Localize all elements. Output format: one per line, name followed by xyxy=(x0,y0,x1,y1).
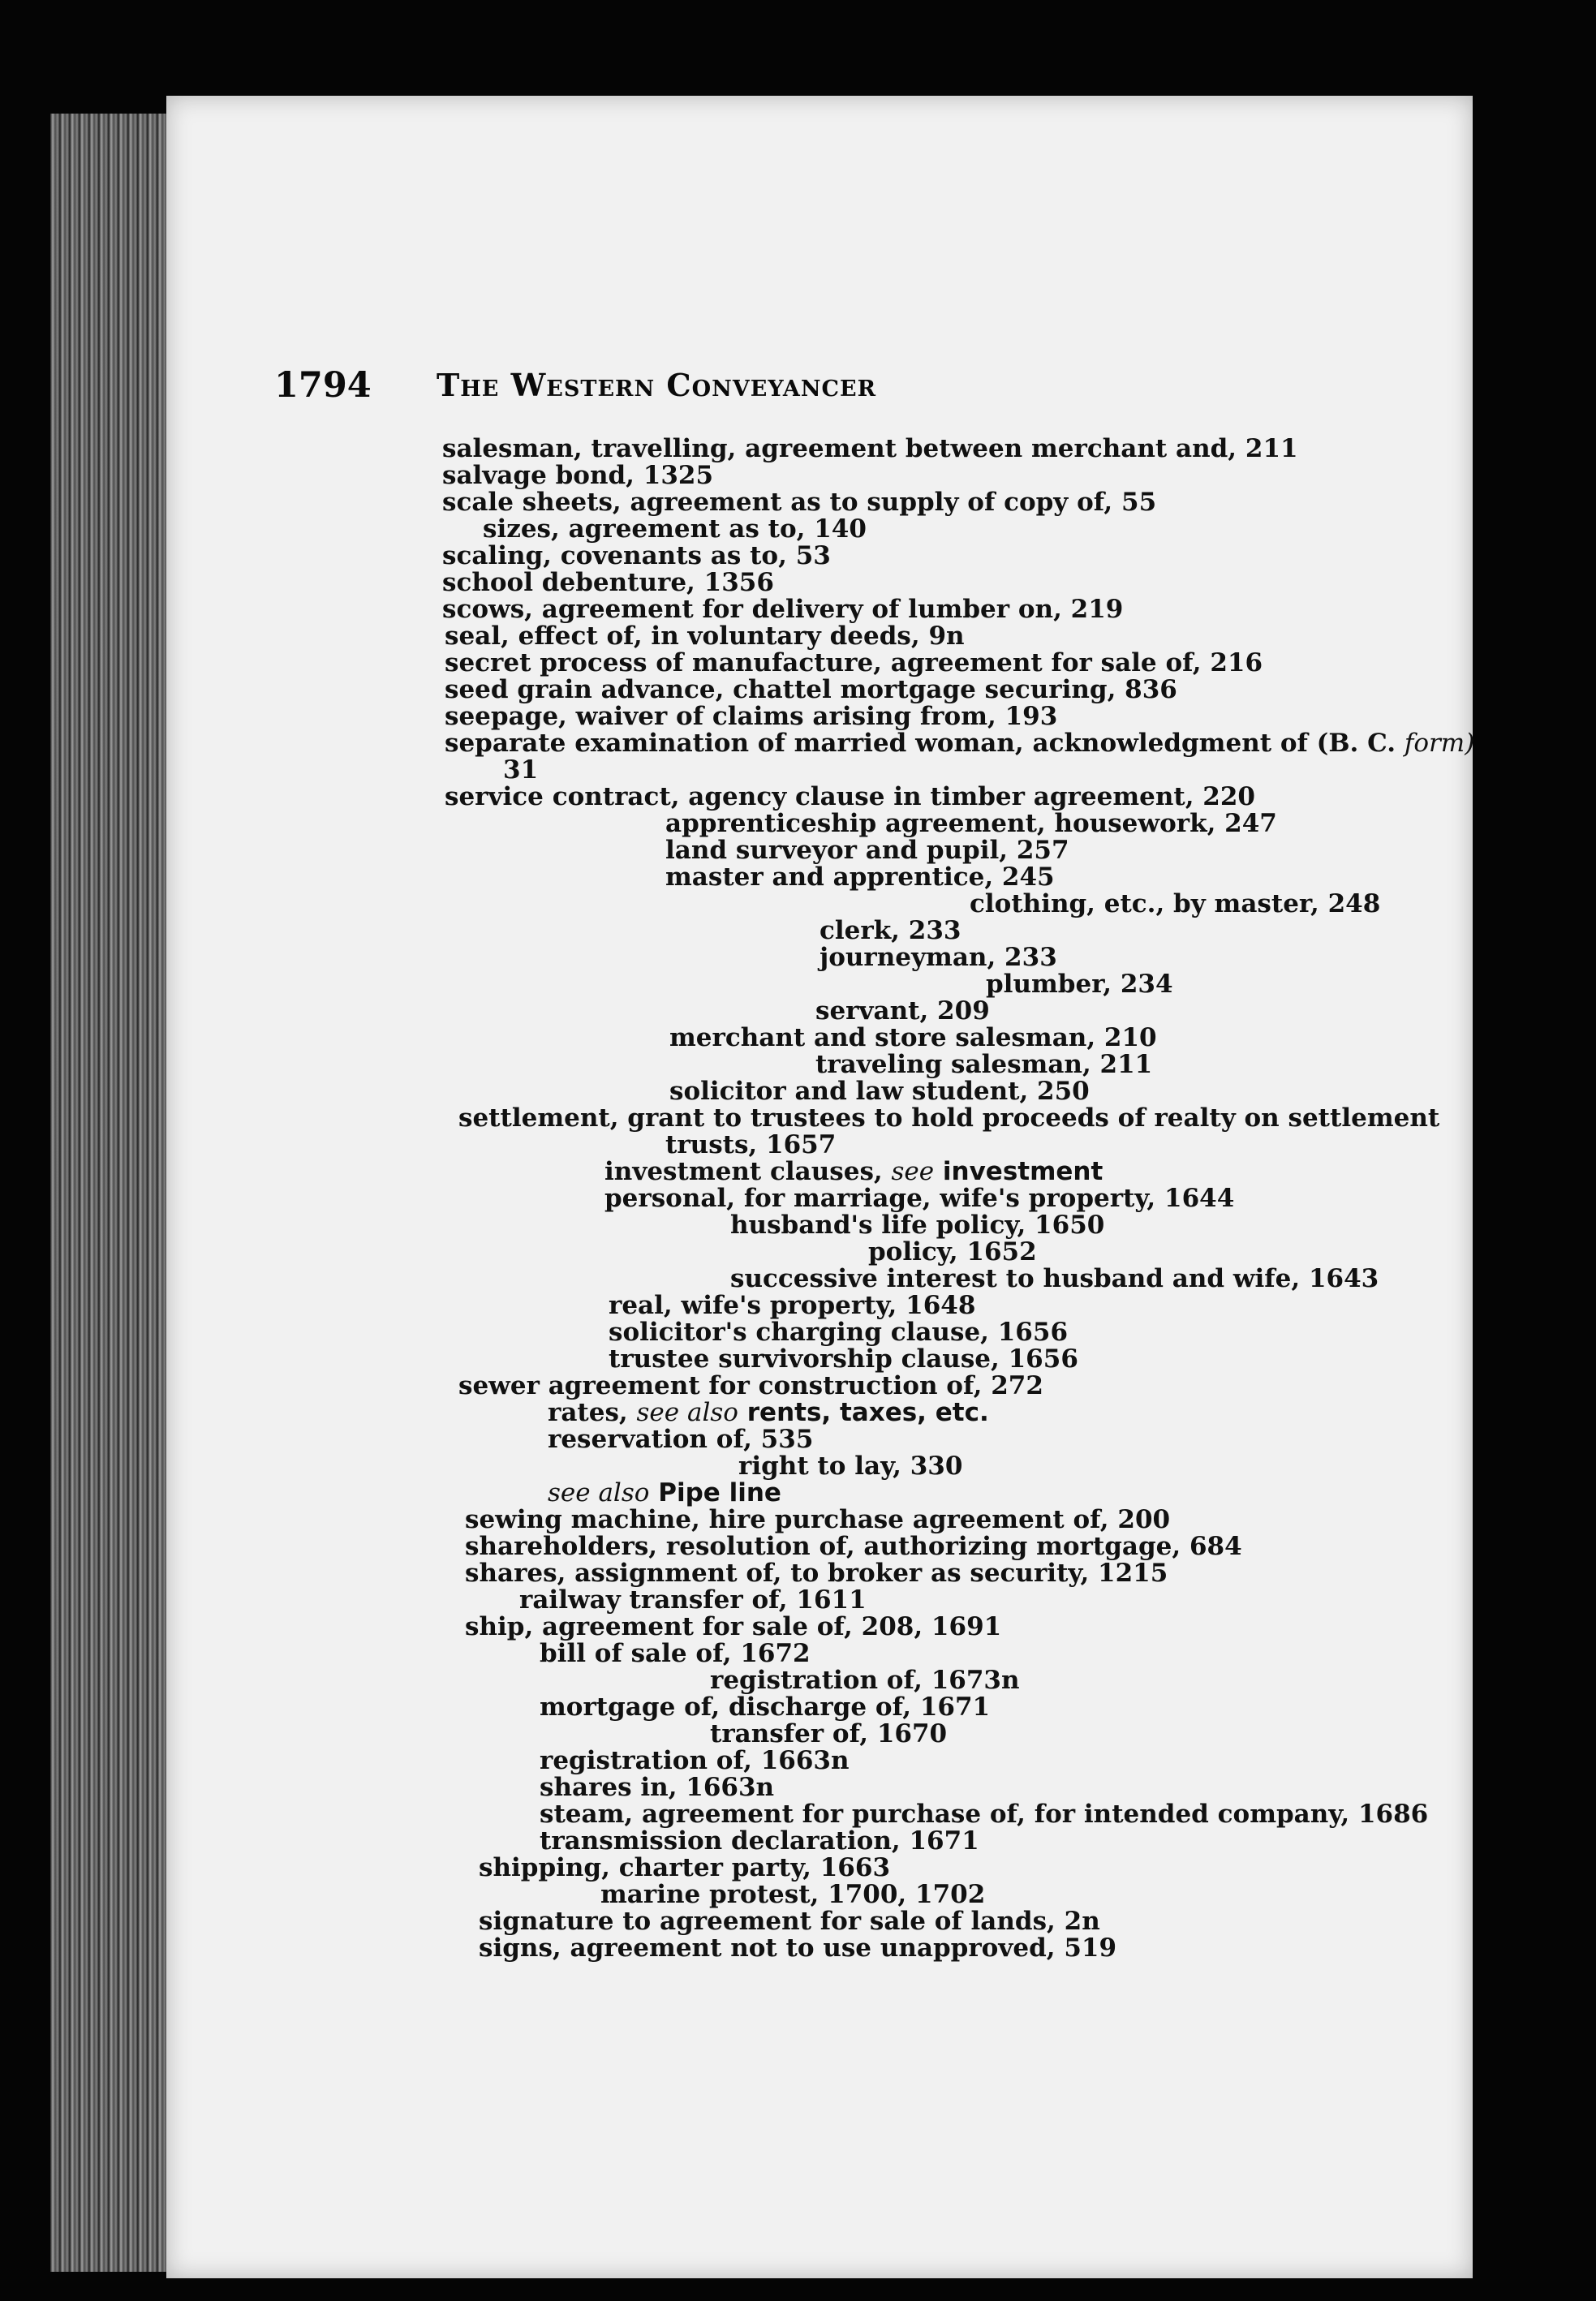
entry-text: right to lay, 330 xyxy=(738,1452,963,1481)
running-title: The Western Conveyancer xyxy=(437,367,877,403)
index-entry xyxy=(442,541,831,570)
index-entry xyxy=(445,648,1263,677)
entry-text: clerk, 233 xyxy=(820,916,961,945)
entry-text: traveling salesman, 211 xyxy=(815,1050,1153,1079)
entry-text: marine protest, 1700, 1702 xyxy=(600,1880,986,1909)
index-entry xyxy=(479,1933,1116,1963)
entry-text: 31 xyxy=(503,755,539,785)
see-also-label: see also xyxy=(548,1478,650,1507)
index-entry xyxy=(445,729,1474,758)
index-entry xyxy=(483,514,867,544)
entry-text: ship, agreement for sale of, 208, 1691 xyxy=(465,1612,1002,1641)
index-entry xyxy=(710,1719,947,1748)
index-entry xyxy=(465,1612,1001,1641)
entry-text: steam, agreement for purchase of, for intended company, 1686 xyxy=(540,1800,1429,1829)
entry-text: seepage, waiver of claims arising from, 193 xyxy=(445,702,1058,731)
index-entry xyxy=(445,782,1255,811)
entry-text: school debenture, 1356 xyxy=(442,568,774,597)
entry-text: salesman, travelling, agreement between merchant and, 211 xyxy=(442,434,1298,463)
entry-text: reservation of, 535 xyxy=(548,1425,814,1454)
index-entry xyxy=(540,1746,850,1775)
entry-text: plumber, 234 xyxy=(986,970,1173,999)
entry-text: merchant and store salesman, 210 xyxy=(669,1023,1157,1052)
entry-text: sewing machine, hire purchase agreement of, 200 xyxy=(465,1505,1171,1534)
index-entry xyxy=(442,595,1123,624)
cross-reference: investment xyxy=(942,1157,1103,1186)
entry-text: salvage bond, 1325 xyxy=(442,461,714,490)
entry-text: shares, assignment of, to broker as security, 1215 xyxy=(465,1559,1168,1588)
index-entry xyxy=(445,675,1177,704)
index-entry xyxy=(445,702,1057,731)
index-entry xyxy=(479,1853,890,1882)
index-entry xyxy=(820,916,961,945)
index-entry xyxy=(609,1318,1068,1347)
entry-text: service contract, agency clause in timber agreement, 220 xyxy=(445,782,1255,811)
entry-text: settlement, grant to trustees to hold proceeds of realty on settlement xyxy=(458,1103,1440,1133)
index-entry xyxy=(820,943,1057,972)
index-entry xyxy=(548,1398,989,1427)
index-entry xyxy=(815,996,990,1026)
entry-text: sizes, agreement as to, 140 xyxy=(483,514,867,544)
entry-text: master and apprentice, 245 xyxy=(665,862,1055,892)
entry-text: registration of, 1663n xyxy=(540,1746,850,1775)
entry-text: bill of sale of, 1672 xyxy=(540,1639,811,1668)
index-entry xyxy=(548,1425,813,1454)
entry-text: clothing, etc., by master, 248 xyxy=(970,889,1381,918)
index-entry xyxy=(465,1505,1170,1534)
entry-text: seal, effect of, in voluntary deeds, 9n xyxy=(445,621,965,651)
entry-text: policy, 1652 xyxy=(868,1237,1037,1267)
index-entry xyxy=(519,1585,867,1615)
index-entry xyxy=(604,1157,1103,1186)
index-entry xyxy=(548,1478,781,1507)
entry-text: trustee survivorship clause, 1656 xyxy=(609,1344,1078,1374)
index-entry xyxy=(738,1452,962,1481)
entry-text: sewer agreement for construction of, 272 xyxy=(458,1371,1043,1400)
index-entry xyxy=(609,1291,975,1320)
entry-text: separate examination of married woman, acknowledgment of (B. C. xyxy=(445,729,1396,758)
entry-text: transmission declaration, 1671 xyxy=(540,1826,979,1856)
index-entry xyxy=(540,1639,811,1668)
index-entry xyxy=(465,1532,1242,1561)
cross-reference: rents, taxes, etc. xyxy=(746,1398,989,1427)
index-entry xyxy=(458,1103,1439,1133)
index-entry xyxy=(445,621,965,651)
index-entry xyxy=(465,1559,1168,1588)
entry-text: signature to agreement for sale of lands, 2n xyxy=(479,1907,1100,1936)
index-entry xyxy=(730,1211,1104,1240)
index-entry xyxy=(609,1344,1078,1374)
cross-reference: Pipe line xyxy=(658,1478,781,1507)
index-entry xyxy=(540,1800,1428,1829)
index-entry xyxy=(665,836,1069,865)
index-entry xyxy=(600,1880,985,1909)
index-entry xyxy=(710,1666,1020,1695)
entry-text: shares in, 1663n xyxy=(540,1773,775,1802)
index-entry xyxy=(458,1371,1043,1400)
entry-text: transfer of, 1670 xyxy=(710,1719,948,1748)
entry-text: shipping, charter party, 1663 xyxy=(479,1853,891,1882)
entry-text: railway transfer of, 1611 xyxy=(519,1585,867,1615)
entry-text: scale sheets, agreement as to supply of copy of, 55 xyxy=(442,488,1157,517)
index-entry xyxy=(986,970,1173,999)
entry-text: seed grain advance, chattel mortgage securing, 836 xyxy=(445,675,1177,704)
entry-text: investment clauses, xyxy=(604,1157,883,1186)
entry-text: apprenticeship agreement, housework, 247 xyxy=(665,809,1277,838)
index-entry xyxy=(669,1077,1090,1106)
entry-text: mortgage of, discharge of, 1671 xyxy=(540,1692,991,1722)
index-entry xyxy=(730,1264,1379,1293)
index-entry xyxy=(815,1050,1152,1079)
entry-text: servant, 209 xyxy=(815,996,990,1026)
entry-text: signs, agreement not to use unapproved, 519 xyxy=(479,1933,1117,1963)
index-entry xyxy=(540,1826,979,1856)
index-entry xyxy=(442,434,1298,463)
index-entry xyxy=(442,488,1156,517)
index-entry xyxy=(503,755,538,785)
entry-text: husband's life policy, 1650 xyxy=(730,1211,1105,1240)
entry-text: rates, xyxy=(548,1398,628,1427)
index-entry xyxy=(540,1692,990,1722)
entry-text: personal, for marriage, wife's property, 1644 xyxy=(604,1184,1235,1213)
see-also-label: see xyxy=(891,1157,935,1186)
entry-text: solicitor's charging clause, 1656 xyxy=(609,1318,1069,1347)
index-entry xyxy=(970,889,1380,918)
see-also-label: see also xyxy=(636,1398,738,1427)
entry-text: scaling, covenants as to, 53 xyxy=(442,541,831,570)
cross-reference: form) xyxy=(1404,729,1475,758)
page-number: 1794 xyxy=(274,365,372,406)
entry-text: scows, agreement for delivery of lumber on, 219 xyxy=(442,595,1124,624)
entry-text: secret process of manufacture, agreement for sale of, 216 xyxy=(445,648,1263,677)
index-entry xyxy=(442,568,774,597)
index-entry xyxy=(604,1184,1234,1213)
index-entry xyxy=(479,1907,1100,1936)
index-entry xyxy=(665,1130,836,1159)
entry-text: trusts, 1657 xyxy=(665,1130,837,1159)
index-entry xyxy=(669,1023,1157,1052)
index-entry xyxy=(868,1237,1037,1267)
entry-text: shareholders, resolution of, authorizing mortgage, 684 xyxy=(465,1532,1242,1561)
entry-text: successive interest to husband and wife, 1643 xyxy=(730,1264,1379,1293)
entry-text: journeyman, 233 xyxy=(820,943,1057,972)
index-entry xyxy=(665,809,1277,838)
entry-text: real, wife's property, 1648 xyxy=(609,1291,976,1320)
index-entry xyxy=(665,862,1055,892)
entry-text: solicitor and law student, 250 xyxy=(669,1077,1090,1106)
entry-text: land surveyor and pupil, 257 xyxy=(665,836,1069,865)
index-entry xyxy=(540,1773,774,1802)
entry-text: registration of, 1673n xyxy=(710,1666,1020,1695)
index-entry xyxy=(442,461,713,490)
